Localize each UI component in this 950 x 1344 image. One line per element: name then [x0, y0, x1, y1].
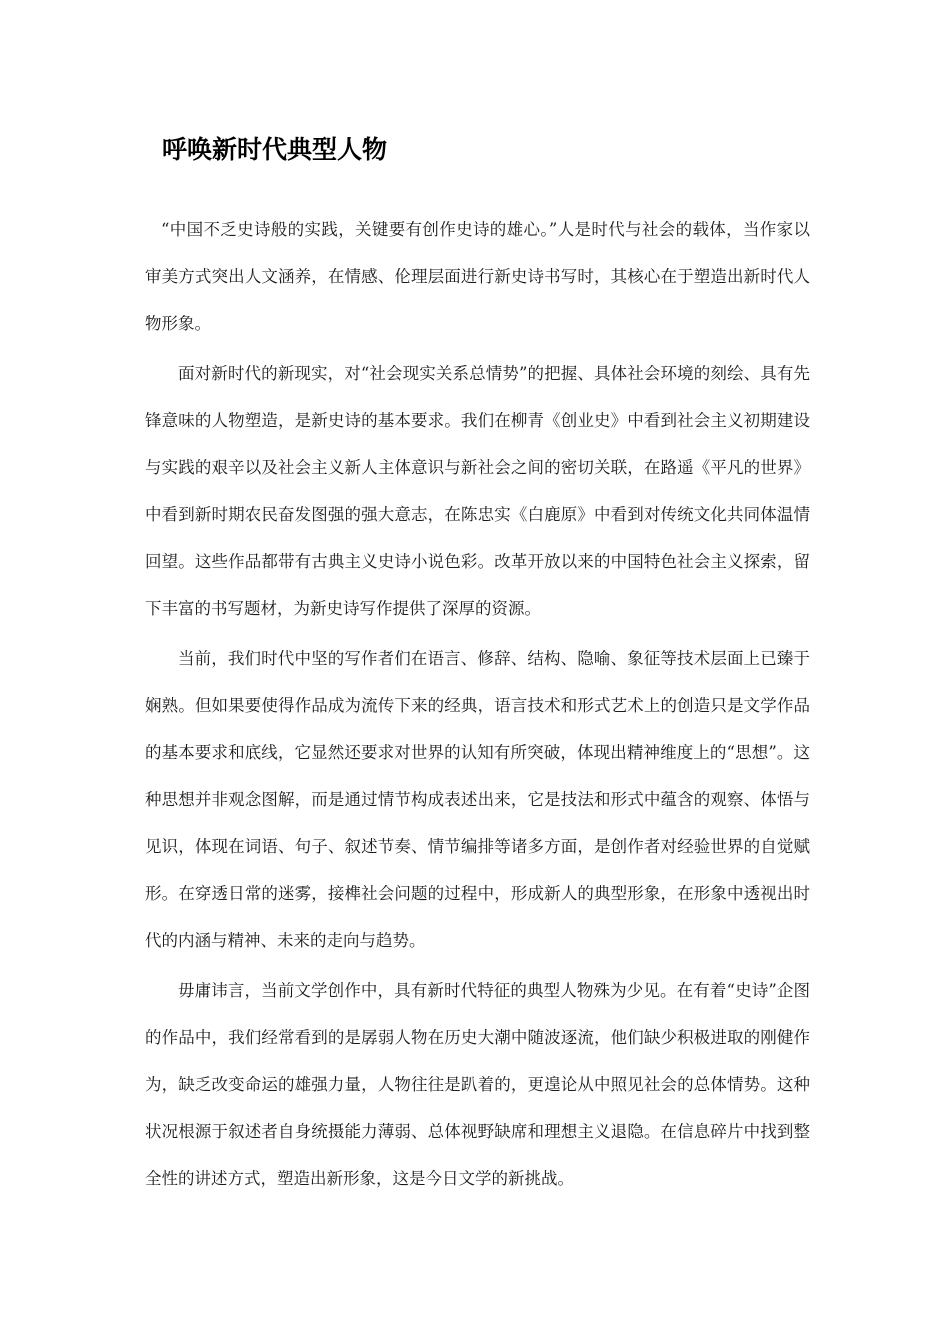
page-title: 呼唤新时代典型人物	[162, 135, 388, 164]
paragraph: 毋庸讳言，当前文学创作中，具有新时代特征的典型人物殊为少见。在有着“史诗”企图的作品中，我们经常看到的是孱弱人物在历史大潮中随波逐流，他们缺少积极进取的刚健作为，缺乏改变命运的雄强力量，人物往往是趴着的，更遑论从中照见社会的总体情势。这种状况根源于叙述者自身统摄能力薄弱、总体视野缺席和理想主义退隐。在信息碎片中找到整全性的讲述方式，塑造出新形象，这是今日文学的新挑战。	[145, 981, 810, 1188]
article-body	[145, 206, 810, 1205]
paragraph: 面对新时代的新现实，对“社会现实关系总情势”的把握、具体社会环境的刻绘、具有先锋意味的人物塑造，是新史诗的基本要求。我们在柳青《创业史》中看到社会主义初期建设与实践的艰辛以及社会主义新人主体意识与新社会之间的密切关联，在路遥《平凡的世界》中看到新时期农民奋发图强的强大意志，在陈忠实《白鹿原》中看到对传统文化共同体温情回望。这些作品都带有古典主义史诗小说色彩。改革开放以来的中国特色社会主义探索，留下丰富的书写题材，为新史诗写作提供了深厚的资源。	[145, 364, 810, 618]
paragraph: 当前，我们时代中坚的写作者们在语言、修辞、结构、隐喻、象征等技术层面上已臻于娴熟。但如果要使得作品成为流传下来的经典，语言技术和形式艺术上的创造只是文学作品的基本要求和底线，它显然还要求对世界的认知有所突破，体现出精神维度上的“思想”。这种思想并非观念图解，而是通过情节构成表述出来，它是技法和形式中蕴含的观察、体悟与见识，体现在词语、句子、叙述节奏、情节编排等诸多方面，是创作者对经验世界的自觉赋形。在穿透日常的迷雾，接榫社会问题的过程中，形成新人的典型形象，在形象中透视出时代的内涵与精神、未来的走向与趋势。	[145, 649, 810, 950]
paragraph: “中国不乏史诗般的实践，关键要有创作史诗的雄心。”人是时代与社会的载体，当作家以审美方式突出人文涵养，在情感、伦理层面进行新史诗书写时，其核心在于塑造出新时代人物形象。	[145, 220, 810, 333]
